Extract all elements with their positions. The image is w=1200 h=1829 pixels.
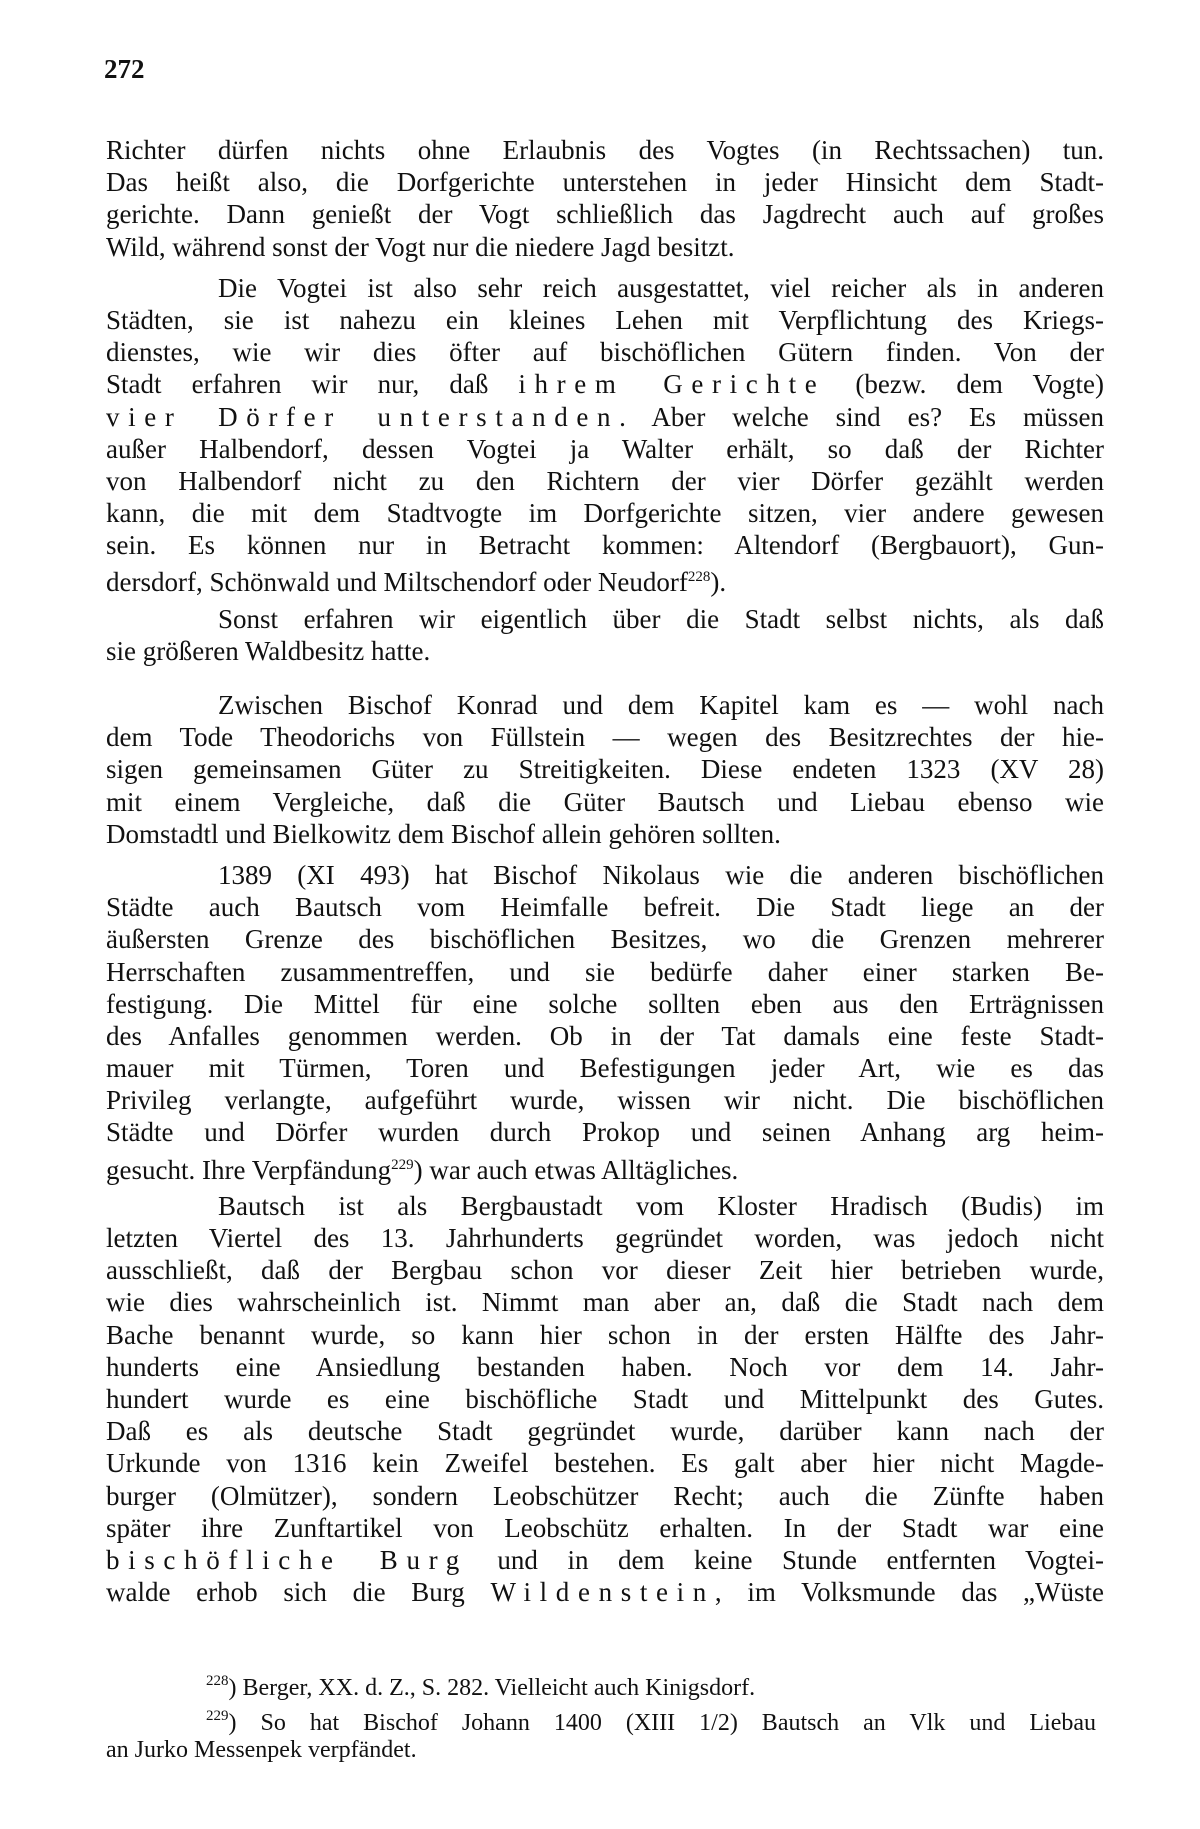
text-line: dienstes, wie wir dies öfter auf bischöflichen Gütern finden. Von der [106, 337, 1104, 368]
emphasized-text: bischöfliche Burg [106, 1544, 468, 1575]
text-line: 1389 (XI 493) hat Bischof Nikolaus wie die anderen bischöflichen [218, 859, 1104, 890]
text-line: später ihre Zunftartikel von Leobschütz erhalten. In der Stadt war eine [106, 1512, 1104, 1543]
text-line: Wild, während sonst der Vogt nur die niedere Jagd besitzt. [106, 231, 735, 262]
emphasized-text: vier Dörfer unterstanden [106, 401, 620, 432]
text-line: ausschließt, daß der Bergbau schon vor dieser Zeit hier betrieben wurde, [106, 1255, 1104, 1286]
footnote-mark: 228 [206, 1673, 229, 1689]
text-line: Daß es als deutsche Stadt gegründet wurde, darüber kann nach der [106, 1416, 1104, 1447]
footnote-line [106, 1668, 1096, 1703]
text-line: burger (Olmützer), sondern Leobschützer Recht; auch die Zünfte haben [106, 1480, 1104, 1511]
text-line: Städte und Dörfer wurden durch Prokop und seinen Anhang arg heim- [106, 1117, 1104, 1148]
footnote-text: an Jurko Messenpek verpfändet. [106, 1737, 417, 1763]
paragraph [106, 859, 1104, 1185]
text-line: mauer mit Türmen, Toren und Befestigungen jeder Art, wie es das [106, 1053, 1104, 1084]
text-line: des Anfalles genommen werden. Ob in der Tat damals eine feste Stadt- [106, 1020, 1104, 1051]
text-segment: Stadt erfahren wir nur, daß [106, 369, 519, 400]
text-line [106, 1576, 1104, 1608]
text-line: sein. Es können nur in Betracht kommen: Altendorf (Bergbauort), Gun- [106, 530, 1104, 561]
text-line [106, 368, 1104, 400]
text-line: festigung. Die Mittel für eine solche sollten eben aus den Erträgnissen [106, 988, 1104, 1019]
paragraph [106, 603, 1104, 667]
text-line: wie dies wahrscheinlich ist. Nimmt man aber an, daß die Stadt nach dem [106, 1287, 1104, 1318]
footnote-line [106, 1737, 1096, 1765]
footnote-reference: 229 [391, 1156, 414, 1173]
text-segment: und in dem keine Stunde entfernten Vogtei- [467, 1544, 1104, 1575]
text-segment: , im Volksmunde das „Wüste [714, 1577, 1104, 1608]
footnote-paren: ) [228, 1709, 261, 1736]
text-line: mit einem Vergleiche, daß die Güter Bautsch und Liebau ebenso wie [106, 786, 1104, 817]
text-line: Herrschaften zusammentreffen, und sie bedürfe daher einer starken Be- [106, 956, 1104, 987]
paragraph [106, 272, 1104, 598]
text-line: Urkunde von 1316 kein Zweifel bestehen. Es galt aber hier nicht Magde- [106, 1448, 1104, 1479]
text-line: dem Tode Theodorichs von Füllstein — wegen des Besitzrechtes der hie- [106, 722, 1104, 753]
text-line: äußersten Grenze des bischöflichen Besitzes, wo die Grenzen mehrerer [106, 924, 1104, 955]
paragraph [106, 689, 1104, 850]
text-line: Städte auch Bautsch vom Heimfalle befreit. Die Stadt liege an der [106, 892, 1104, 923]
text-segment: dersdorf, Schönwald und Miltschendorf oder Neudorf [106, 567, 688, 598]
footnote-text: Berger, XX. d. Z., S. 282. Vielleicht auch Kinigsdorf. [242, 1675, 756, 1701]
text-line: gerichte. Dann genießt der Vogt schließlich das Jagdrecht auch auf großes [106, 199, 1104, 230]
text-line: sigen gemeinsamen Güter zu Streitigkeiten. Diese endeten 1323 (XV 28) [106, 754, 1104, 785]
paragraph [106, 1190, 1104, 1608]
text-line: Städten, sie ist nahezu ein kleines Lehen mit Verpflichtung des Kriegs- [106, 304, 1104, 335]
text-line [106, 1544, 1104, 1576]
text-segment: ) war auch etwas Alltägliches. [413, 1154, 739, 1185]
text-line: sie größeren Waldbesitz hatte. [106, 635, 431, 666]
body-text [106, 134, 1104, 1608]
text-line: Bache benannt wurde, so kann hier schon in der ersten Hälfte des Jahr- [106, 1319, 1104, 1350]
text-line: Sonst erfahren wir eigentlich über die Stadt selbst nichts, als daß [218, 603, 1104, 634]
text-line [106, 1149, 1104, 1185]
emphasized-text: ihrem Gerichte [518, 369, 826, 400]
text-line: Die Vogtei ist also sehr reich ausgestattet, viel reicher als in anderen [218, 272, 1104, 303]
text-segment: . Aber welche sind es? Es müssen [619, 401, 1104, 432]
paragraph [106, 134, 1104, 263]
text-line: Das heißt also, die Dorfgerichte unterstehen in jeder Hinsicht dem Stadt- [106, 167, 1104, 198]
text-line [106, 561, 1104, 598]
text-segment: walde erhob sich die Burg [106, 1577, 491, 1608]
text-line: hundert wurde es eine bischöfliche Stadt und Mittelpunkt des Gutes. [106, 1383, 1104, 1414]
text-line: Domstadtl und Bielkowitz dem Bischof allein gehören sollten. [106, 818, 781, 849]
emphasized-text: Wildenstein [490, 1577, 715, 1608]
page-number: 272 [104, 54, 145, 84]
text-line: letzten Viertel des 13. Jahrhunderts gegründet worden, was jedoch nicht [106, 1223, 1104, 1253]
text-line [106, 401, 1104, 433]
text-segment: gesucht. Ihre Verpfändung [106, 1154, 392, 1185]
text-segment: ). [710, 567, 727, 598]
text-line: von Halbendorf nicht zu den Richtern der vier Dörfer gezählt werden [106, 465, 1104, 496]
text-line: Privileg verlangte, aufgeführt wurde, wissen wir nicht. Die bischöflichen [106, 1085, 1104, 1116]
footnote-paren: ) [228, 1675, 243, 1701]
text-line: Zwischen Bischof Konrad und dem Kapitel kam es — wohl nach [218, 690, 1104, 720]
footnote-mark: 229 [206, 1707, 229, 1724]
text-line: kann, die mit dem Stadtvogte im Dorfgerichte sitzen, vier andere gewesen [106, 498, 1104, 529]
text-line: Bautsch ist als Bergbaustadt vom Kloster Hradisch (Budis) im [218, 1190, 1104, 1221]
text-segment: (bezw. dem Vogte) [825, 369, 1104, 400]
footnote-reference: 228 [687, 569, 711, 586]
footnote-line [106, 1703, 1096, 1738]
footnote-text: So hat Bischof Johann 1400 (XIII 1/2) Bautsch an Vlk und Liebau [260, 1709, 1096, 1736]
text-line: außer Halbendorf, dessen Vogtei ja Walter erhält, so daß der Richter [106, 433, 1104, 464]
footnotes [106, 1668, 1096, 1765]
text-line: hunderts eine Ansiedlung bestanden haben. Noch vor dem 14. Jahr- [106, 1351, 1104, 1382]
text-line: Richter dürfen nichts ohne Erlaubnis des Vogtes (in Rechtssachen) tun. [106, 135, 1104, 165]
